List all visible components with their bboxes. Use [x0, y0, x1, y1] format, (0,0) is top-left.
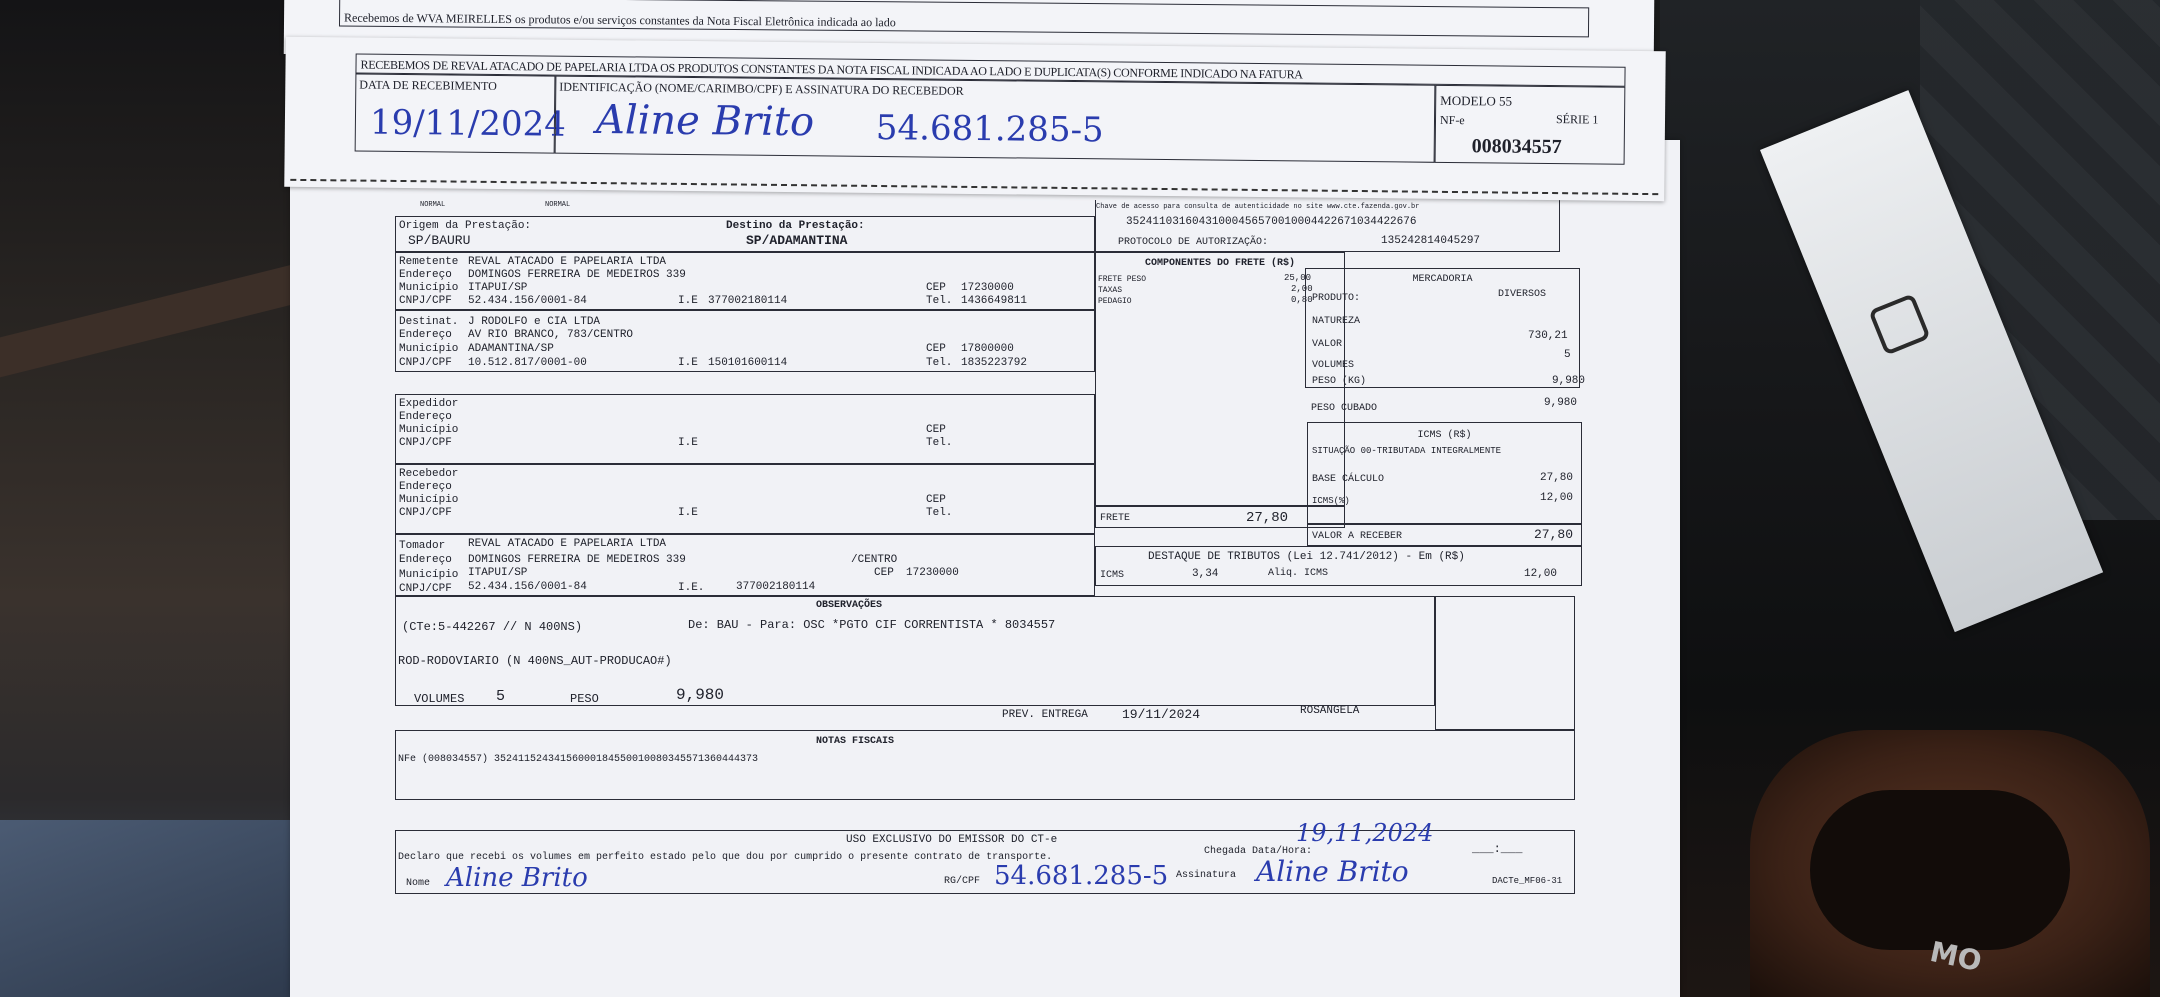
tomador-cnpj-label: CNPJ/CPF	[399, 583, 452, 595]
remetente-box	[395, 252, 1095, 310]
base-calculo-label: BASE CÁLCULO	[1312, 474, 1385, 485]
observacoes-line1b: De: BAU - Para: OSC *PGTO CIF CORRENTISTA * 8034557	[688, 618, 1056, 632]
tomador-cep-label: CEP	[874, 567, 894, 579]
expedidor-label: Expedidor	[399, 398, 459, 410]
mercadoria-title: MERCADORIA	[1412, 274, 1473, 285]
destinatario-box	[395, 310, 1095, 372]
obs-peso-label: PESO	[570, 692, 599, 706]
receipt-serie: SÉRIE 1	[1555, 112, 1599, 127]
receipt-nfe-label: NF-e	[1439, 112, 1465, 128]
tributos-box	[1095, 546, 1582, 586]
nome-signature: Aline Brito	[446, 863, 588, 893]
aliq-icms-value: 12,00	[1524, 568, 1558, 580]
notas-fiscais-title: NOTAS FISCAIS	[816, 736, 895, 747]
chegada-label: Chegada Data/Hora:	[1204, 846, 1313, 857]
receipt-date-box	[355, 74, 567, 154]
background-jeans	[0, 820, 300, 997]
recebedor-label: Recebedor	[399, 468, 459, 480]
expedidor-municipio-label: Município	[399, 424, 459, 436]
footer-box	[395, 819, 1575, 894]
obs-peso-value: 9,980	[676, 686, 725, 704]
recebedor-ie-label: I.E	[678, 507, 698, 519]
peso-value: 9,980	[1552, 375, 1586, 387]
normal-label-b: NORMAL	[545, 201, 571, 209]
remetente-municipio-label: Município	[399, 282, 459, 294]
notas-fiscais-line: NFe (008034557) 35241152434156000184550010080345571360444373	[398, 754, 759, 765]
remetente-endereco-label: Endereço	[399, 269, 452, 281]
origem-value: SP/BAURU	[408, 233, 471, 248]
receipt-ident-box	[555, 76, 1436, 163]
footer-title: USO EXCLUSIVO DO EMISSOR DO CT-e	[846, 834, 1058, 846]
tomador-endereco-label: Endereço	[399, 554, 452, 566]
frete-total-value: 27,80	[1246, 510, 1289, 526]
aliq-icms-label: Aliq. ICMS	[1268, 568, 1329, 579]
icms-title: ICMS (R$)	[1417, 430, 1472, 441]
taxas-label: TAXAS	[1098, 286, 1123, 295]
tomador-city: ITAPUI/SP	[468, 567, 528, 579]
destinatario-cnpj: 10.512.817/0001-00	[468, 357, 587, 369]
natureza-label: NATUREZA	[1312, 316, 1361, 327]
frete-components-title: COMPONENTES DO FRETE (R$)	[1144, 258, 1296, 269]
top-slip-box	[339, 0, 1589, 37]
assinatura-signature: Aline Brito	[1256, 855, 1409, 888]
destinatario-endereco-label: Endereço	[399, 329, 452, 341]
chegada-time-blank: ___:___	[1472, 842, 1523, 856]
background-left	[0, 0, 300, 997]
pedagio-value: 0,80	[1291, 295, 1313, 305]
frete-total-label: FRETE	[1100, 513, 1131, 524]
icms-percent-value: 12,00	[1540, 492, 1574, 504]
observacoes-name: ROSANGELA	[1300, 705, 1360, 717]
expedidor-cnpj-label: CNPJ/CPF	[399, 437, 452, 449]
observacoes-line2: ROD-RODOVIARIO (N 400NS_AUT-PRODUCAO#)	[398, 654, 672, 668]
tomador-ie: 377002180114	[736, 581, 816, 593]
remetente-cep: 17230000	[961, 282, 1014, 294]
recebedor-endereco-label: Endereço	[399, 481, 452, 493]
destinatario-city: ADAMANTINA/SP	[468, 343, 554, 355]
tomador-ie-label: I.E.	[678, 582, 705, 594]
taxas-value: 2,00	[1291, 284, 1313, 294]
destinatario-cep-label: CEP	[926, 343, 946, 355]
receipt-date-handwritten: 19/11/2024	[369, 102, 567, 145]
tomador-cnpj: 52.434.156/0001-84	[468, 581, 587, 593]
tributos-title: DESTAQUE DE TRIBUTOS (Lei 12.741/2012) - Em (R$)	[1148, 551, 1465, 563]
produto-value: DIVERSOS	[1498, 289, 1547, 300]
tomador-label: Tomador	[399, 540, 446, 552]
bag-opening	[1810, 790, 2070, 950]
volumes-value: 5	[1564, 349, 1571, 361]
background-strip	[0, 263, 300, 378]
expedidor-cep-label: CEP	[926, 424, 946, 436]
valor-receber-label: VALOR A RECEBER	[1312, 531, 1403, 542]
chegada-date-handwritten: 19,11,2024	[1296, 819, 1434, 847]
chave-box	[1095, 200, 1560, 252]
chave-label: Chave de acesso para consulta de autenticidade no site www.cte.fazenda.gov.br	[1096, 203, 1420, 211]
tomador-municipio-label: Município	[399, 569, 459, 581]
receipt-nfe-box	[1435, 85, 1626, 165]
expedidor-endereco-label: Endereço	[399, 411, 452, 423]
base-calculo-value: 27,80	[1540, 472, 1574, 484]
origem-label: Origem da Prestação:	[399, 220, 532, 232]
expedidor-box	[395, 394, 1095, 464]
rg-label: RG/CPF	[944, 876, 981, 887]
assinatura-label: Assinatura	[1176, 870, 1237, 881]
receipt-signature: Aline Brito	[595, 97, 815, 146]
obs-volumes-value: 5	[496, 688, 506, 705]
destino-label: Destino da Prestação:	[726, 220, 865, 232]
expedidor-tel-label: Tel.	[926, 437, 953, 449]
remetente-cnpj-label: CNPJ/CPF	[399, 295, 452, 307]
remetente-cep-label: CEP	[926, 282, 946, 294]
booklet-ring	[1868, 293, 1930, 355]
prev-entrega-value: 19/11/2024	[1122, 707, 1201, 722]
icms-box	[1307, 422, 1582, 524]
tomador-box	[395, 534, 1095, 596]
expedidor-ie-label: I.E	[678, 437, 698, 449]
top-slip-text: Recebemos de WVA MEIRELLES os produtos e/ou serviços constantes da Nota Fiscal Eletrônica indicada ao lado	[343, 10, 896, 30]
destinatario-tel-label: Tel.	[926, 357, 953, 369]
footer-declaro: Declaro que recebi os volumes em perfeito estado pelo que dou por cumprido o presente contrato de transporte.	[398, 852, 1053, 863]
destino-value: SP/ADAMANTINA	[746, 233, 848, 248]
mercadoria-box	[1305, 268, 1580, 388]
remetente-label: Remetente	[399, 256, 459, 268]
receipt-header: RECEBEMOS DE REVAL ATACADO DE PAPELARIA LTDA OS PRODUTOS CONSTANTES DA NOTA FISCAL INDICADA AO LADO E DUPLICATA(S) CONFORME INDICADO NA FATURA	[360, 57, 1303, 82]
protocolo-value: 135242814045297	[1381, 235, 1481, 247]
remetente-address: DOMINGOS FERREIRA DE MEDEIROS 339	[468, 269, 686, 281]
tributos-icms-value: 3,34	[1192, 568, 1219, 580]
protocolo-label: PROTOCOLO DE AUTORIZAÇÃO:	[1118, 237, 1269, 248]
destinatario-ie-label: I.E	[678, 357, 698, 369]
recebedor-box	[395, 464, 1095, 534]
icms-percent-label: ICMS(%)	[1312, 496, 1350, 506]
background-bag	[1750, 730, 2150, 997]
notas-fiscais-box	[395, 730, 1575, 800]
normal-label-a: NORMAL	[420, 201, 446, 209]
destinatario-cnpj-label: CNPJ/CPF	[399, 357, 452, 369]
observacoes-line1a: (CTe:5-442267 // N 400NS)	[402, 620, 583, 634]
observacoes-box	[395, 596, 1435, 706]
destinatario-address: AV RIO BRANCO, 783/CENTRO	[468, 329, 634, 341]
recebedor-cnpj-label: CNPJ/CPF	[399, 507, 452, 519]
valor-value: 730,21	[1528, 330, 1568, 342]
destinatario-ie: 150101600114	[708, 357, 788, 369]
chave-value: 35241103160431000456570010004422671034422676	[1126, 216, 1417, 228]
tributos-icms-label: ICMS	[1100, 570, 1125, 581]
tomador-cep: 17230000	[906, 567, 959, 579]
produto-label: PRODUTO:	[1312, 293, 1361, 304]
destinatario-label: Destinat.	[399, 316, 459, 328]
tomador-name: REVAL ATACADO E PAPELARIA LTDA	[468, 538, 667, 550]
volumes-label: VOLUMES	[1312, 360, 1355, 371]
valor-receber-value: 27,80	[1534, 527, 1574, 542]
bag-logo: MO	[1927, 934, 1985, 979]
remetente-ie: 377002180114	[708, 295, 788, 307]
destinatario-cep: 17800000	[961, 343, 1014, 355]
destinatario-municipio-label: Município	[399, 343, 459, 355]
receipt-date-label: DATA DE RECEBIMENTO	[359, 77, 497, 93]
remetente-name: REVAL ATACADO E PAPELARIA LTDA	[468, 256, 667, 268]
observacoes-title: OBSERVAÇÕES	[816, 600, 883, 611]
cte-document	[290, 140, 1680, 997]
receipt-number: 008034557	[1471, 135, 1562, 159]
dacte-code: DACTe_MF06-31	[1492, 876, 1563, 886]
valor-label: VALOR	[1312, 339, 1343, 350]
recebedor-cep-label: CEP	[926, 494, 946, 506]
frete-peso-value: 25,00	[1284, 273, 1312, 283]
frete-peso-label: FRETE PESO	[1098, 275, 1147, 284]
tomador-address: DOMINGOS FERREIRA DE MEDEIROS 339	[468, 554, 686, 566]
obs-volumes-label: VOLUMES	[414, 692, 465, 706]
nome-label: Nome	[406, 878, 431, 889]
destinatario-name: J RODOLFO e CIA LTDA	[468, 316, 601, 328]
remetente-cnpj: 52.434.156/0001-84	[468, 295, 587, 307]
receipt-slip	[284, 37, 1665, 201]
recebedor-tel-label: Tel.	[926, 507, 953, 519]
icms-situacao: SITUAÇÃO 00-TRIBUTADA INTEGRALMENTE	[1312, 446, 1502, 456]
remetente-tel: 1436649811	[961, 295, 1028, 307]
remetente-tel-label: Tel.	[926, 295, 953, 307]
receipt-doc-handwritten: 54.681.285-5	[875, 107, 1104, 151]
destinatario-tel: 1835223792	[961, 357, 1028, 369]
remetente-ie-label: I.E	[678, 295, 698, 307]
remetente-city: ITAPUI/SP	[468, 282, 528, 294]
origem-destino-box	[395, 216, 1095, 252]
valor-receber-box	[1307, 524, 1582, 546]
receipt-modelo: MODELO 55	[1440, 92, 1513, 109]
receipt-ident-label: IDENTIFICAÇÃO (NOME/CARIMBO/CPF) E ASSINATURA DO RECEBEDOR	[559, 79, 964, 98]
rg-handwritten: 54.681.285-5	[994, 861, 1169, 891]
pedagio-label: PEDAGIO	[1098, 297, 1132, 306]
tomador-address-complement: /CENTRO	[851, 554, 898, 566]
peso-cubado-label: PESO CUBADO	[1311, 403, 1378, 414]
prev-entrega-label: PREV. ENTREGA	[1002, 709, 1088, 721]
peso-label: PESO (KG)	[1312, 376, 1367, 387]
recebedor-municipio-label: Município	[399, 494, 459, 506]
peso-cubado-value: 9,980	[1544, 397, 1578, 409]
observacoes-side-box	[1435, 596, 1575, 730]
